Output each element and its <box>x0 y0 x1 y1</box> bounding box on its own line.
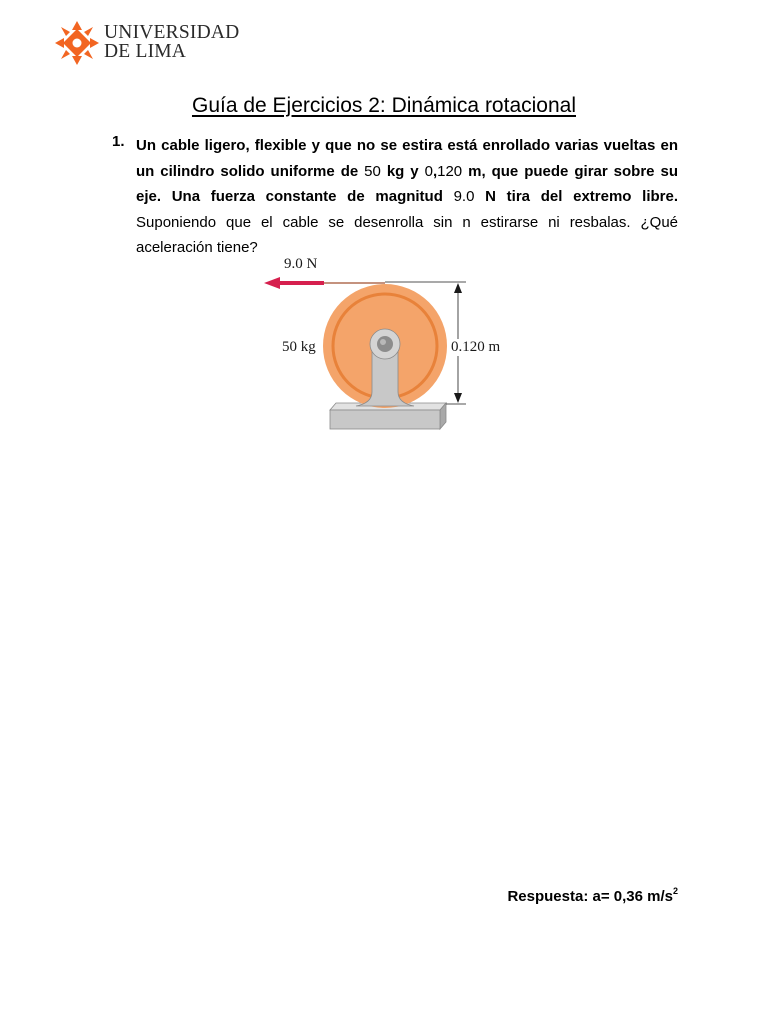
answer-label: Respuesta: <box>507 888 589 905</box>
university-star-icon <box>54 20 100 66</box>
logo-line-1: UNIVERSIDAD <box>104 22 240 43</box>
problem-statement <box>136 133 678 261</box>
force-label: 9.0 N <box>284 256 318 272</box>
university-logo <box>54 18 244 68</box>
statement-part-6: Suponiendo que el cable se desenrolla sin n estirarse ni resbalas. ¿Qué aceleración tiene? <box>136 213 678 256</box>
problem-number: 1. <box>112 133 125 150</box>
force-arrow <box>264 277 324 289</box>
statement-part-5: N tira del extremo libre. <box>474 188 679 205</box>
radius-int: 0 <box>424 162 433 180</box>
radius-dec: 120 <box>437 162 463 180</box>
statement-part-2: kg y <box>380 162 425 180</box>
statement-part-4: m, que puede girar sobre su eje. Una fuerza constante de magnitud <box>136 162 678 205</box>
statement-part-3: , <box>432 162 438 180</box>
mass-value: 50 <box>364 162 381 180</box>
cylinder-figure <box>260 250 520 435</box>
statement-part-1: Un cable ligero, flexible y que no se estira está enrollado varias vueltas en un cilindro solido uniforme de <box>136 137 678 180</box>
answer <box>507 886 678 905</box>
dimension-label: 0.120 m <box>451 339 501 355</box>
answer-exponent: 2 <box>672 886 678 896</box>
force-value: 9.0 <box>453 188 475 205</box>
document-title: Guía de Ejercicios 2: Dinámica rotacional <box>191 94 576 117</box>
answer-value: a= 0,36 m/s <box>592 888 673 905</box>
logo-line-2: DE LIMA <box>104 41 187 62</box>
mass-label: 50 kg <box>282 339 316 355</box>
